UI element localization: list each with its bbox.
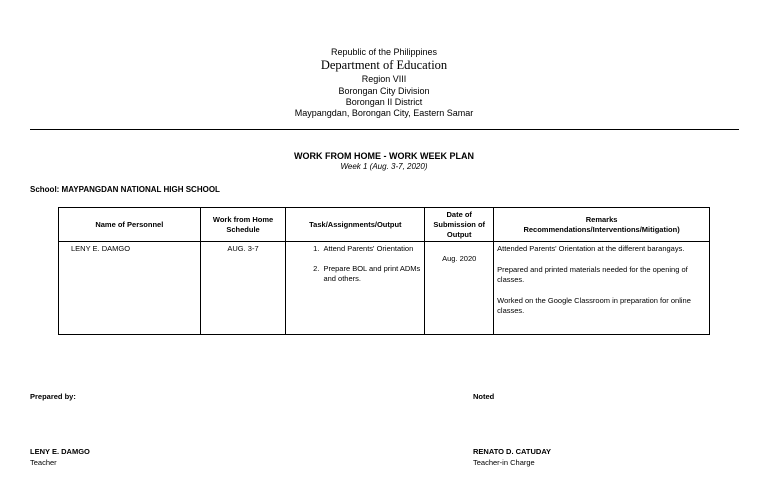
- header-division: Borongan City Division: [338, 86, 430, 96]
- header-republic: Republic of the Philippines: [330, 47, 438, 57]
- task-list: [289, 244, 421, 284]
- header-address: Maypangdan, Borongan City, Eastern Samar: [294, 108, 474, 118]
- header-schedule: Work from Home Schedule: [200, 208, 286, 242]
- header-date: Date of Submission of Output: [425, 208, 494, 242]
- school-label: School: MAYPANGDAN NATIONAL HIGH SCHOOL: [30, 185, 220, 194]
- cell-name: LENY E. DAMGO: [59, 242, 201, 335]
- work-plan-table: [58, 207, 710, 335]
- task-item: 2. Prepare BOL and print ADMs and others.: [321, 264, 421, 284]
- preparer-title: Teacher: [30, 458, 57, 467]
- noter-title: Teacher-in Charge: [473, 458, 535, 467]
- header-region: Region VIII: [361, 74, 407, 84]
- cell-date: Aug. 2020: [425, 242, 494, 335]
- cell-schedule: AUG. 3-7: [200, 242, 286, 335]
- cell-remarks: [494, 242, 710, 335]
- header-remarks-subtitle: Recommendations/Interventions/Mitigation): [523, 224, 680, 234]
- noted-label: Noted: [473, 392, 495, 401]
- cell-tasks: [286, 242, 425, 335]
- table-row: [59, 242, 710, 335]
- header-task: Task/Assignments/Output: [286, 208, 425, 242]
- plan-title: WORK FROM HOME - WORK WEEK PLAN: [294, 151, 474, 161]
- remark-item: Attended Parents' Orientation at the different barangays.: [497, 244, 685, 253]
- preparer-name: LENY E. DAMGO: [30, 447, 90, 456]
- header-name: Name of Personnel: [59, 208, 201, 242]
- header-department: Department of Education: [320, 58, 448, 72]
- header-remarks: [494, 208, 710, 242]
- header-divider: [30, 129, 739, 130]
- prepared-by-label: Prepared by:: [30, 392, 76, 401]
- header-remarks-title: Remarks: [585, 214, 618, 224]
- remark-item: Prepared and printed materials needed for the opening of classes.: [497, 265, 688, 284]
- noter-name: RENATO D. CATUDAY: [473, 447, 552, 456]
- header-district: Borongan II District: [345, 97, 423, 107]
- task-item: 1. Attend Parents' Orientation: [321, 244, 421, 254]
- remark-item: Worked on the Google Classroom in preparation for online classes.: [497, 296, 691, 315]
- plan-subtitle: Week 1 (Aug. 3-7, 2020): [340, 162, 428, 171]
- table-header-row: [59, 208, 710, 242]
